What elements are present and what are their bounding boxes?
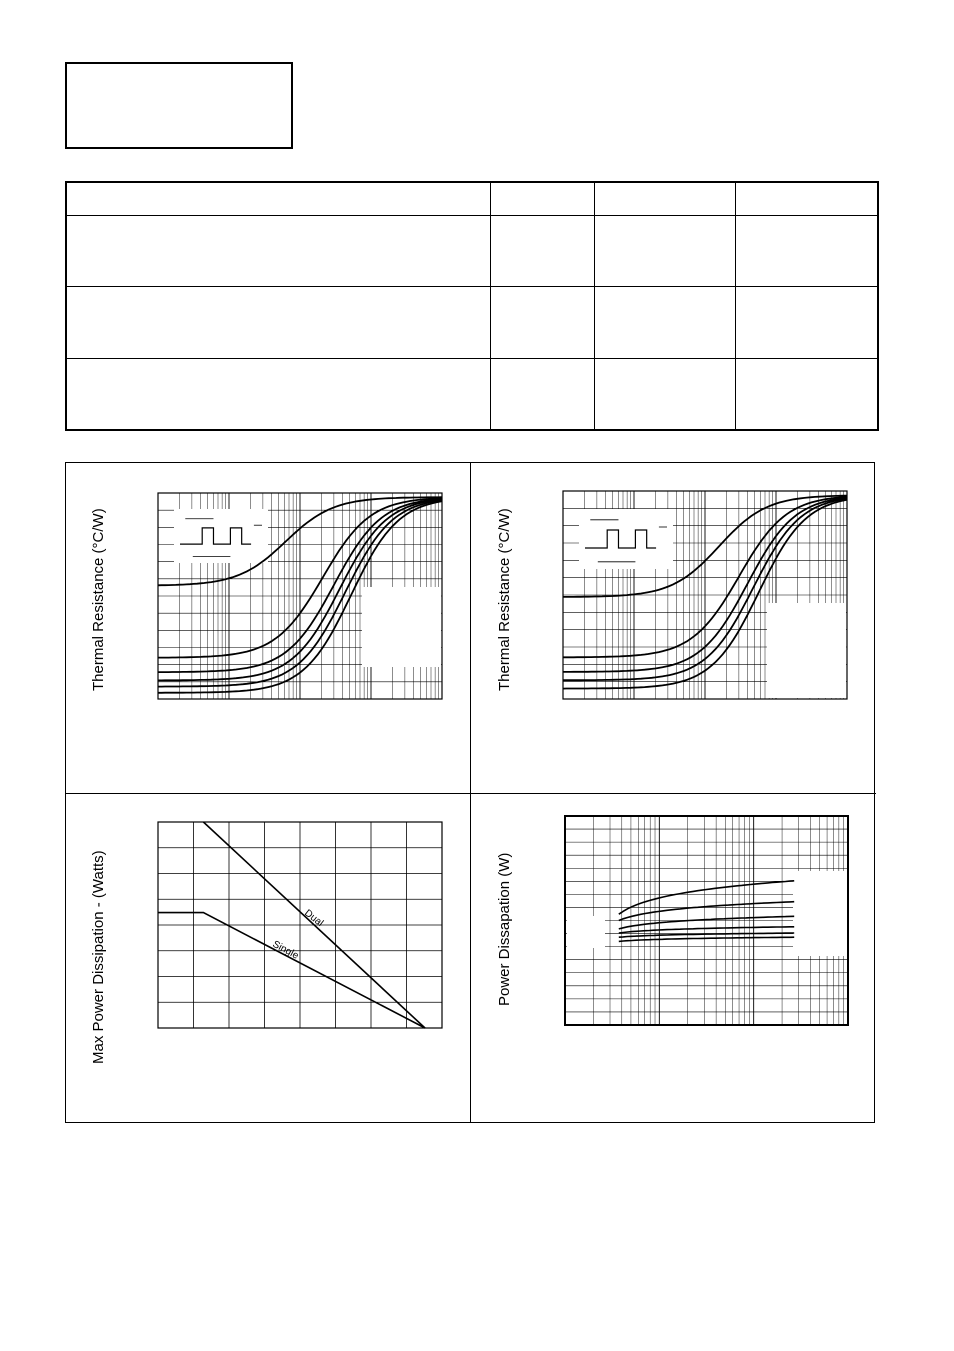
table-cell: [735, 287, 878, 359]
pulse-inset: [579, 509, 673, 569]
y-axis-label: Max Power Dissipation - (Watts): [90, 850, 107, 1064]
table-cell: [66, 182, 490, 215]
table-cell: [490, 215, 594, 287]
chart-max-power-dissipation: [66, 793, 471, 1123]
table-cell: [490, 182, 594, 215]
y-axis-label: Thermal Resistance (°C/W): [496, 508, 513, 691]
blank-area: [567, 916, 605, 948]
table-cell: [594, 182, 735, 215]
table-cell: [735, 358, 878, 430]
chart-thermal-resistance-2: [471, 463, 876, 793]
table-cell: [66, 358, 490, 430]
blank-area: [793, 871, 847, 956]
table-cell: [594, 358, 735, 430]
table-header-row: [66, 182, 878, 215]
chart-1-svg: [66, 463, 471, 793]
series-line-4: [619, 927, 794, 933]
chart-3-svg: [66, 794, 471, 1124]
table-cell: [490, 287, 594, 359]
table-cell: [490, 358, 594, 430]
table-row: [66, 287, 878, 359]
thermal-spec-table: [65, 181, 879, 431]
table-cell: [735, 215, 878, 287]
series-line-6: [619, 937, 794, 941]
chart-2-svg: [471, 463, 876, 793]
series-line-1: [619, 881, 794, 914]
table-cell: [594, 287, 735, 359]
chart-thermal-resistance-1: [66, 463, 471, 793]
chart-4-svg: [471, 794, 876, 1124]
pulse-inset: [174, 509, 268, 563]
y-axis-label: Power Dissapation (W): [496, 852, 513, 1006]
table-cell: [66, 215, 490, 287]
series-line-single: [158, 913, 425, 1028]
table-cell: [594, 215, 735, 287]
y-axis-label: Thermal Resistance (°C/W): [90, 508, 107, 691]
blank-area: [767, 603, 846, 698]
single-label: Single: [270, 938, 301, 962]
table-cell: [735, 182, 878, 215]
part-number-box: [65, 62, 293, 149]
table-row: [66, 215, 878, 287]
blank-area: [362, 587, 441, 667]
table-row: [66, 358, 878, 430]
charts-grid: [65, 462, 875, 1123]
table-cell: [66, 287, 490, 359]
dual-label: Dual: [302, 907, 326, 930]
chart-power-dissipation: [471, 793, 876, 1123]
